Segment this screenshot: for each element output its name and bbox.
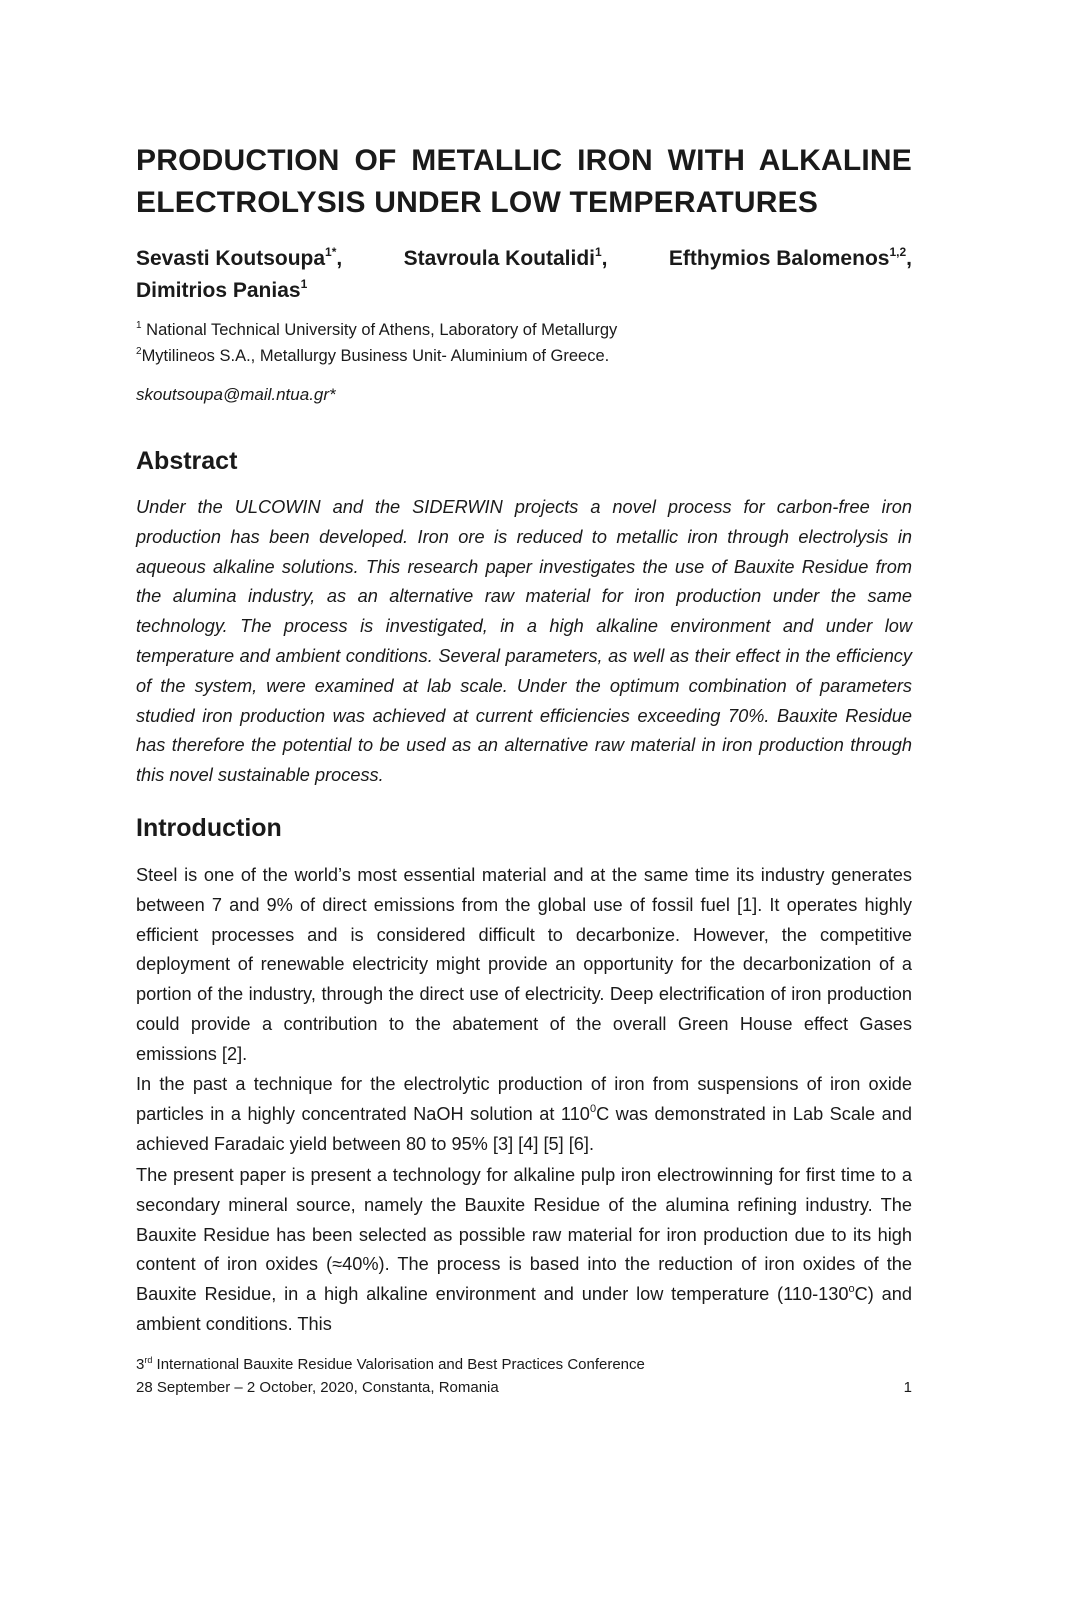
footer-conference: 3rd International Bauxite Residue Valorisation and Best Practices Conference	[136, 1355, 645, 1373]
page-footer	[136, 1353, 912, 1399]
abstract-text: Under the ULCOWIN and the SIDERWIN projects a novel process for carbon-free iron production has been developed. Iron ore is reduced to metallic iron through electrolysis in aqueous alkaline solutions. This research paper investigates the use of Bauxite Residue from the alumina industry, as an alternative raw material for iron production under the same technology. The process is investigated, in a high alkaline environment and under low temperature and ambient conditions. Several parameters, as well as their effect in the efficiency of the system, were examined at lab scale. Under the optimum combination of parameters studied iron production was achieved at current efficiencies exceeding 70%. Bauxite Residue has therefore the potential to be used as an alternative raw material in iron production through this novel sustainable process.	[136, 497, 912, 786]
title-line-1: PRODUCTION OF METALLIC IRON WITH ALKALINE	[136, 144, 912, 177]
paper-title	[136, 140, 912, 224]
author: Dimitrios Panias$^1$	[136, 277, 308, 302]
author-list	[136, 243, 912, 307]
abstract-heading: Abstract	[136, 447, 238, 475]
introduction-heading: Introduction	[136, 814, 282, 842]
page-number: 1	[903, 1379, 912, 1396]
affiliation-1: $^1$ National Technical University of Athens, Laboratory of Metallurgy	[136, 320, 618, 339]
title-line-2: ELECTROLYSIS UNDER LOW TEMPERATURES	[136, 186, 819, 219]
author-email[interactable]: skoutsoupa@mail.ntua.gr*	[136, 385, 336, 404]
author: Efthymios Balomenos$^{1,2}$,	[668, 245, 912, 270]
affiliation-2: $^2$Mytilineos S.A., Metallurgy Business Unit- Aluminium of Greece.	[136, 346, 610, 365]
intro-paragraph-2: In the past a technique for the electrolytic production of iron from suspensions of iron oxide particles in a highly concentrated NaOH solution at $110^0C$ was demonstrated in Lab Scale and achieved Faradaic yield between 80 to 95% [3] [4] [5] [6].	[136, 1074, 912, 1154]
author: Stavroula Koutalidi$^1$,	[403, 245, 608, 270]
footer-dates: 28 September – 2 October, 2020, Constanta, Romania	[136, 1379, 499, 1396]
intro-paragraph-1: Steel is one of the world’s most essential material and at the same time its industry generates between 7 and 9% of direct emissions from the global use of fossil fuel [1]. It operates highly efficient processes and is considered difficult to decarbonize. However, the competitive deployment of renewable electricity might provide an opportunity for the decarbonization of a portion of the industry, through the direct use of electricity. Deep electrification of iron production could provide a contribution to the abatement of the overall Green House effect Gases emissions [2].	[136, 865, 912, 1064]
author: Sevasti Koutsoupa$^{1*}$,	[136, 245, 343, 270]
intro-paragraph-3: The present paper is present a technology for alkaline pulp iron electrowinning for first time to a secondary mineral source, namely the Bauxite Residue of the alumina refining industry. The Bauxite Residue has been selected as possible raw material for iron production due to its high content of iron oxides (≈40%). The process is based into the reduction of iron oxides of the Bauxite Residue, in a high alkaline environment and under low temperature (110-130$^o$C) and ambient conditions. This	[136, 1165, 912, 1334]
